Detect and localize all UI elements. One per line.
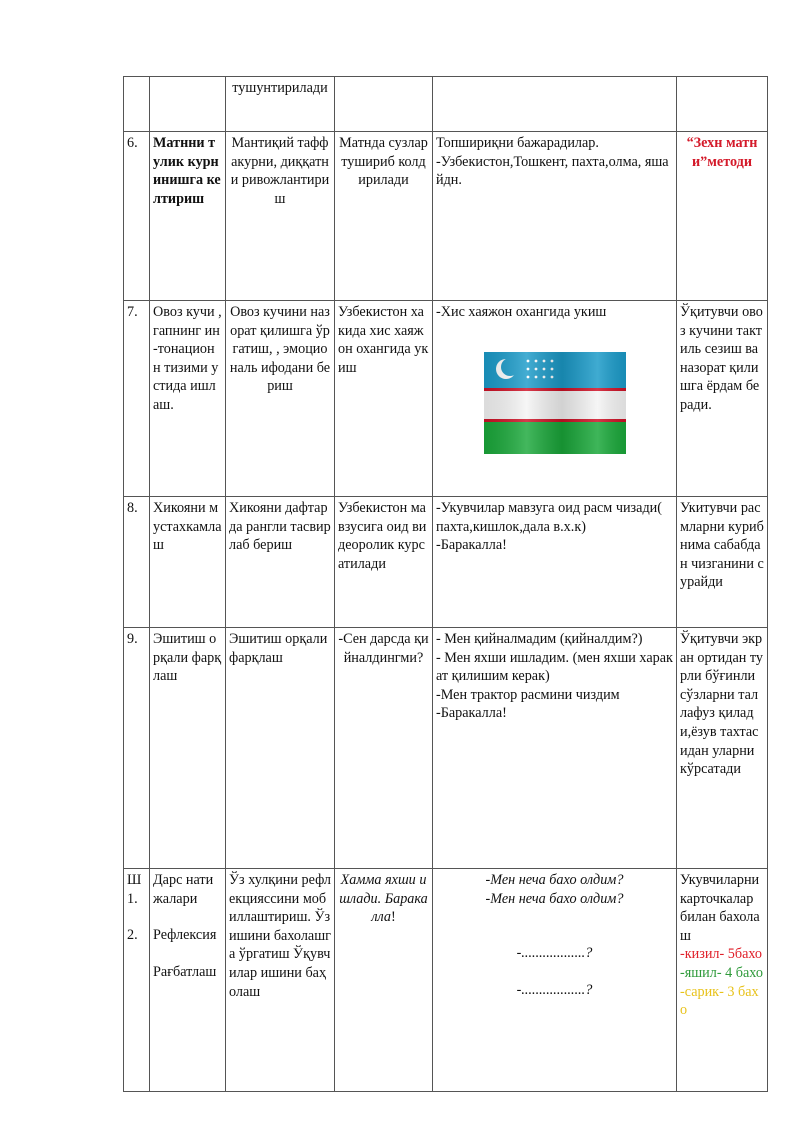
grade-green: -яшил- 4 бахо [680, 964, 763, 981]
row-stage [150, 77, 226, 132]
row-activity [433, 628, 677, 869]
grade-red: -кизил- 5бахо [680, 946, 763, 963]
table-row [124, 628, 768, 869]
activity-line: -Баракалла! [436, 705, 507, 722]
activity-line: Топшириқни бажарадилар. [436, 135, 599, 151]
row-goal: тушунтирилади [226, 77, 335, 132]
row-activity [433, 301, 677, 497]
row-num [124, 77, 150, 132]
row-teacher: Укитувчи расмларни куриб нима сабабдан чизганини сурайди [677, 497, 768, 628]
row-activity [433, 497, 677, 628]
row-activity [433, 77, 677, 132]
activity-line: - Мен қийналмадим (қийналдим?) [436, 631, 643, 647]
table-row [124, 301, 768, 497]
activity-line: -Баракалла! [436, 537, 507, 554]
lesson-plan-table [123, 76, 768, 1092]
row-goal: Эшитиш орқали фарқлаш [226, 628, 335, 869]
row-num: 9. [124, 628, 150, 869]
row-num: 8. [124, 497, 150, 628]
activity-line: -Мен неча бахо олдим? [485, 890, 624, 907]
row-stage: Хикояни мустахкамлаш [150, 497, 226, 628]
activity-line: -Мен неча бахо олдим? [485, 872, 624, 888]
row-num-part: 2. [127, 927, 138, 944]
row-teacher [677, 77, 768, 132]
row-num: 6. [124, 132, 150, 301]
row-activity [433, 132, 677, 301]
row-goal: Хикояни дафтарда рангли тасвирлаб бериш [226, 497, 335, 628]
table-row [124, 77, 768, 132]
row-method: -Сен дарсда қийналдингми? [335, 628, 433, 869]
activity-line: -..................? [516, 981, 593, 998]
row-method [335, 77, 433, 132]
row-stage: Матнни тулик курнинишга келтириш [150, 132, 226, 301]
row-teacher [677, 869, 768, 1092]
row-teacher: Ўқитувчи овоз кучини тактиль сезиш ва назорат қилишга ёрдам беради. [677, 301, 768, 497]
row-goal: Овоз кучини назорат қилишга ўргатиш, , эмоциональ ифодани бериш [226, 301, 335, 497]
table-row [124, 869, 768, 1092]
activity-line: -Узбекистон,Тошкент, пахта,олма, яшайдн. [436, 153, 669, 189]
method-exclamation: ! [390, 909, 396, 926]
row-teacher: Ўқитувчи экран ортидан турли бўғинли сўзларни таллафуз қилади,ёзув тахтасидан уларни кўрсатади [677, 628, 768, 869]
row-num-part: Ш1. [127, 872, 142, 907]
uzbekistan-flag-image [484, 352, 626, 454]
row-activity [433, 869, 677, 1092]
activity-line: -Укувчилар мавзуга оид расм чизади( пахта,кишлок,дала в.х.к) [436, 500, 662, 535]
row-num: 7. [124, 301, 150, 497]
teacher-line: Укувчиларни карточкалар билан бахолаш [680, 872, 760, 944]
activity-line: -Мен трактор расмини чиздим [436, 686, 620, 703]
row-num [124, 869, 150, 1092]
row-method: Узбекистон мавзусига оид видеоролик курсатилади [335, 497, 433, 628]
table-row [124, 132, 768, 301]
method-text: Хамма яхши ишлади. Баракалла [339, 872, 428, 926]
row-teacher: “Зехн матни”методи [677, 132, 768, 301]
table-row [124, 497, 768, 628]
row-stage: Овоз кучи , гапнинг ин-тонационн тизими устида ишлаш. [150, 301, 226, 497]
grade-yellow: -сарик- 3 бахо [680, 983, 759, 1019]
activity-line: -..................? [516, 945, 593, 962]
row-method: Узбекистон хакида хис хаяжон охангида укиш [335, 301, 433, 497]
row-stage: Эшитиш орқали фарқлаш [150, 628, 226, 869]
stage-part: Рағбатлаш [153, 963, 217, 980]
row-method [335, 869, 433, 1092]
row-method: Матнда сузлар тушириб колдирилади [335, 132, 433, 301]
stage-part: Дарс натижалари [153, 872, 214, 907]
activity-line: -Хис хаяжон охангида укиш [436, 304, 607, 320]
activity-line: - Мен яхши ишладим. (мен яхши харакат қилишим керак) [436, 649, 673, 685]
row-stage [150, 869, 226, 1092]
row-goal: Ўз хулқини рефлекцияссини мобиллаштириш. Ўз ишини бахолашга ўргатиш Ўқувчилар ишини баҳолаш [226, 869, 335, 1092]
stage-part: Рефлексия [153, 927, 217, 944]
row-goal: Мантиқий таффакурни, диққатни ривожлантириш [226, 132, 335, 301]
